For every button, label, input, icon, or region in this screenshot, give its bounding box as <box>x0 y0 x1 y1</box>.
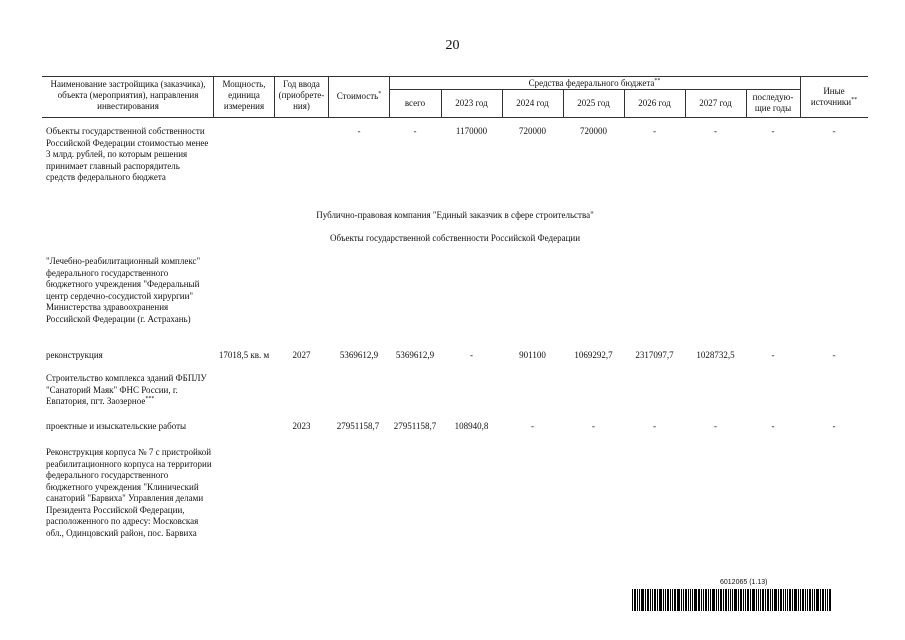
barcode-bar <box>740 589 742 611</box>
barcode-bar <box>730 589 731 611</box>
barcode-bar <box>694 589 697 611</box>
row3-object-title: Строительство комплекса зданий ФБПЛУ "Санаторий Маяк" ФНС России, г. Евпатория, пгт. Заозерное*** <box>46 373 207 406</box>
header-total: всего <box>404 98 426 108</box>
barcode-bar <box>650 589 651 611</box>
row3-year: 2023 <box>292 421 311 431</box>
barcode-bar <box>732 589 733 611</box>
barcode-bar <box>692 589 693 611</box>
barcode-bar <box>809 589 811 611</box>
barcode-bar <box>765 589 766 611</box>
barcode-bar <box>738 589 739 611</box>
barcode-bar <box>672 589 673 611</box>
row2-capacity: 17018,5 кв. м <box>218 350 270 360</box>
table-top-rule <box>42 76 868 77</box>
barcode-bar <box>728 589 729 611</box>
barcode-bar <box>718 589 719 611</box>
barcode-bar <box>807 589 808 611</box>
header-2024: 2024 год <box>516 98 549 108</box>
barcode-bar <box>770 589 771 611</box>
federal-subheader-rule <box>389 89 800 90</box>
barcode-bar <box>720 589 722 611</box>
barcode-bar <box>701 589 702 611</box>
barcode-bar <box>632 589 633 611</box>
barcode-bar <box>805 589 806 611</box>
header-2026: 2026 год <box>638 98 671 108</box>
row3-2027: - <box>714 421 717 431</box>
barcode-bar <box>710 589 711 611</box>
barcode-bar <box>688 589 689 611</box>
barcode-bar <box>772 589 773 611</box>
barcode-bar <box>829 589 831 611</box>
barcode-bar <box>647 589 649 611</box>
barcode-bar <box>657 589 658 611</box>
barcode-bar <box>747 589 749 611</box>
barcode-bar <box>820 589 821 611</box>
barcode-bar <box>667 589 669 611</box>
row3-later: - <box>771 421 775 431</box>
barcode-bar <box>792 589 793 611</box>
barcode-bar <box>814 589 815 611</box>
barcode-bar <box>816 589 819 611</box>
barcode-bar <box>752 589 755 611</box>
row3-2024: - <box>531 421 534 431</box>
header-2025: 2025 год <box>577 98 610 108</box>
table-header-bottom-rule <box>42 117 868 118</box>
barcode-bar <box>783 589 784 611</box>
barcode-bar <box>634 589 636 611</box>
barcode-label: 6012065 (1.13) <box>720 579 768 586</box>
barcode-bar <box>663 589 664 611</box>
barcode-bar <box>780 589 782 611</box>
row3-2023: 108940,8 <box>454 421 489 431</box>
row2-cost: 5369612,9 <box>339 350 379 360</box>
row3-total: 27951158,7 <box>393 421 437 431</box>
barcode-bar <box>652 589 653 611</box>
barcode-bar <box>645 589 646 611</box>
row1-total: - <box>413 126 417 136</box>
row3-2026: - <box>653 421 656 431</box>
row1-other: - <box>832 126 836 136</box>
barcode-bar <box>758 589 759 611</box>
header-other: Иные источники** <box>810 86 858 107</box>
barcode-bar <box>690 589 691 611</box>
barcode-bar <box>674 589 676 611</box>
barcode-bar <box>681 589 682 611</box>
row2-2026: 2317097,7 <box>635 350 674 360</box>
barcode-bar <box>785 589 786 611</box>
section-heading-customer: Публично-правовая компания "Единый заказчик в сфере строительства" <box>316 210 594 220</box>
header-capacity: Мощность, единица измерения <box>222 79 266 111</box>
row2-2027: 1028732,5 <box>696 350 735 360</box>
barcode-bar <box>825 589 826 611</box>
row2-2024: 901100 <box>519 350 546 360</box>
barcode-bar <box>708 589 709 611</box>
barcode-bar <box>712 589 715 611</box>
row2-2025: 1069292,7 <box>574 350 613 360</box>
row3-name: проектные и изыскательские работы <box>46 421 187 431</box>
barcode-bar <box>637 589 638 611</box>
page-number: 20 <box>445 38 460 53</box>
barcode-bar <box>750 589 751 611</box>
row2-later: - <box>771 350 775 360</box>
row1-later: - <box>771 126 775 136</box>
barcode-bar <box>670 589 671 611</box>
barcode-bar <box>778 589 779 611</box>
row2-2023: - <box>470 350 473 360</box>
row3-other: - <box>832 421 836 431</box>
header-name: Наименование застройщика (заказчика), объекта (мероприятия), направления инвестирования <box>50 79 206 111</box>
row1-cost: - <box>357 126 361 136</box>
barcode-bar <box>802 589 804 611</box>
barcode-bar <box>800 589 801 611</box>
row1-2025: 720000 <box>580 126 607 136</box>
row4-object-title: Реконструкция корпуса № 7 с пристройкой реабилитационного корпуса на территории федерального государственного бюджетного учреждения "Клинический санаторий "Барвиха" Управления делами Президента Российской Федерации, расположенного по адресу: Московская обл., Одинцовский район, пос. Барвиха <box>46 447 212 538</box>
barcode-bar <box>743 589 744 611</box>
row2-other: - <box>832 350 836 360</box>
barcode <box>632 589 872 611</box>
barcode-bar <box>822 589 824 611</box>
header-federal: Средства федерального бюджета** <box>528 78 661 88</box>
barcode-bar <box>762 589 764 611</box>
barcode-bar <box>654 589 656 611</box>
row3-2025: - <box>592 421 595 431</box>
barcode-bar <box>723 589 724 611</box>
barcode-bar <box>703 589 704 611</box>
barcode-bar <box>734 589 737 611</box>
row2-total: 5369612,9 <box>395 350 435 360</box>
row2-name: реконструкция <box>46 350 103 360</box>
row1-2027: - <box>714 126 717 136</box>
barcode-bar <box>641 589 644 611</box>
row3-cost: 27951158,7 <box>336 421 380 431</box>
barcode-bar <box>798 589 799 611</box>
row1-name: Объекты государственной собственности Российской Федерации стоимостью менее 3 млрд. рублей, по которым решения принимает главный распорядитель средств федерального бюджета <box>46 126 209 182</box>
barcode-bar <box>677 589 680 611</box>
barcode-bar <box>685 589 687 611</box>
barcode-bar <box>683 589 684 611</box>
barcode-bar <box>787 589 788 611</box>
barcode-bar <box>760 589 761 611</box>
barcode-bar <box>639 589 640 611</box>
row1-2026: - <box>653 126 656 136</box>
barcode-bar <box>745 589 746 611</box>
header-year: Год ввода (приобрете-ния) <box>278 79 325 111</box>
header-cost: Стоимость* <box>336 91 382 101</box>
barcode-bar <box>659 589 662 611</box>
row1-2023: 1170000 <box>455 126 488 136</box>
header-later: последую-щие годы <box>752 92 794 113</box>
barcode-bar <box>756 589 757 611</box>
barcode-bar <box>698 589 700 611</box>
barcode-bar <box>716 589 717 611</box>
barcode-bar <box>767 589 769 611</box>
barcode-bar <box>827 589 828 611</box>
header-2027: 2027 год <box>699 98 732 108</box>
barcode-bar <box>725 589 727 611</box>
barcode-bar <box>774 589 777 611</box>
barcode-bar <box>794 589 797 611</box>
barcode-bar <box>812 589 813 611</box>
row2-object-title: "Лечебно-реабилитационный комплекс" федерального государственного бюджетного учреждения "Федеральный центр сердечно-сосудистой хирургии" Министерства здравоохранения Российской Федерации (г. Астрахань) <box>46 256 201 324</box>
row1-2024: 720000 <box>519 126 546 136</box>
header-2023: 2023 год <box>455 98 488 108</box>
barcode-bar <box>789 589 791 611</box>
row2-year: 2027 <box>292 350 311 360</box>
barcode-bar <box>665 589 666 611</box>
barcode-bar <box>705 589 707 611</box>
section-heading-objects: Объекты государственной собственности Российской Федерации <box>329 233 581 243</box>
